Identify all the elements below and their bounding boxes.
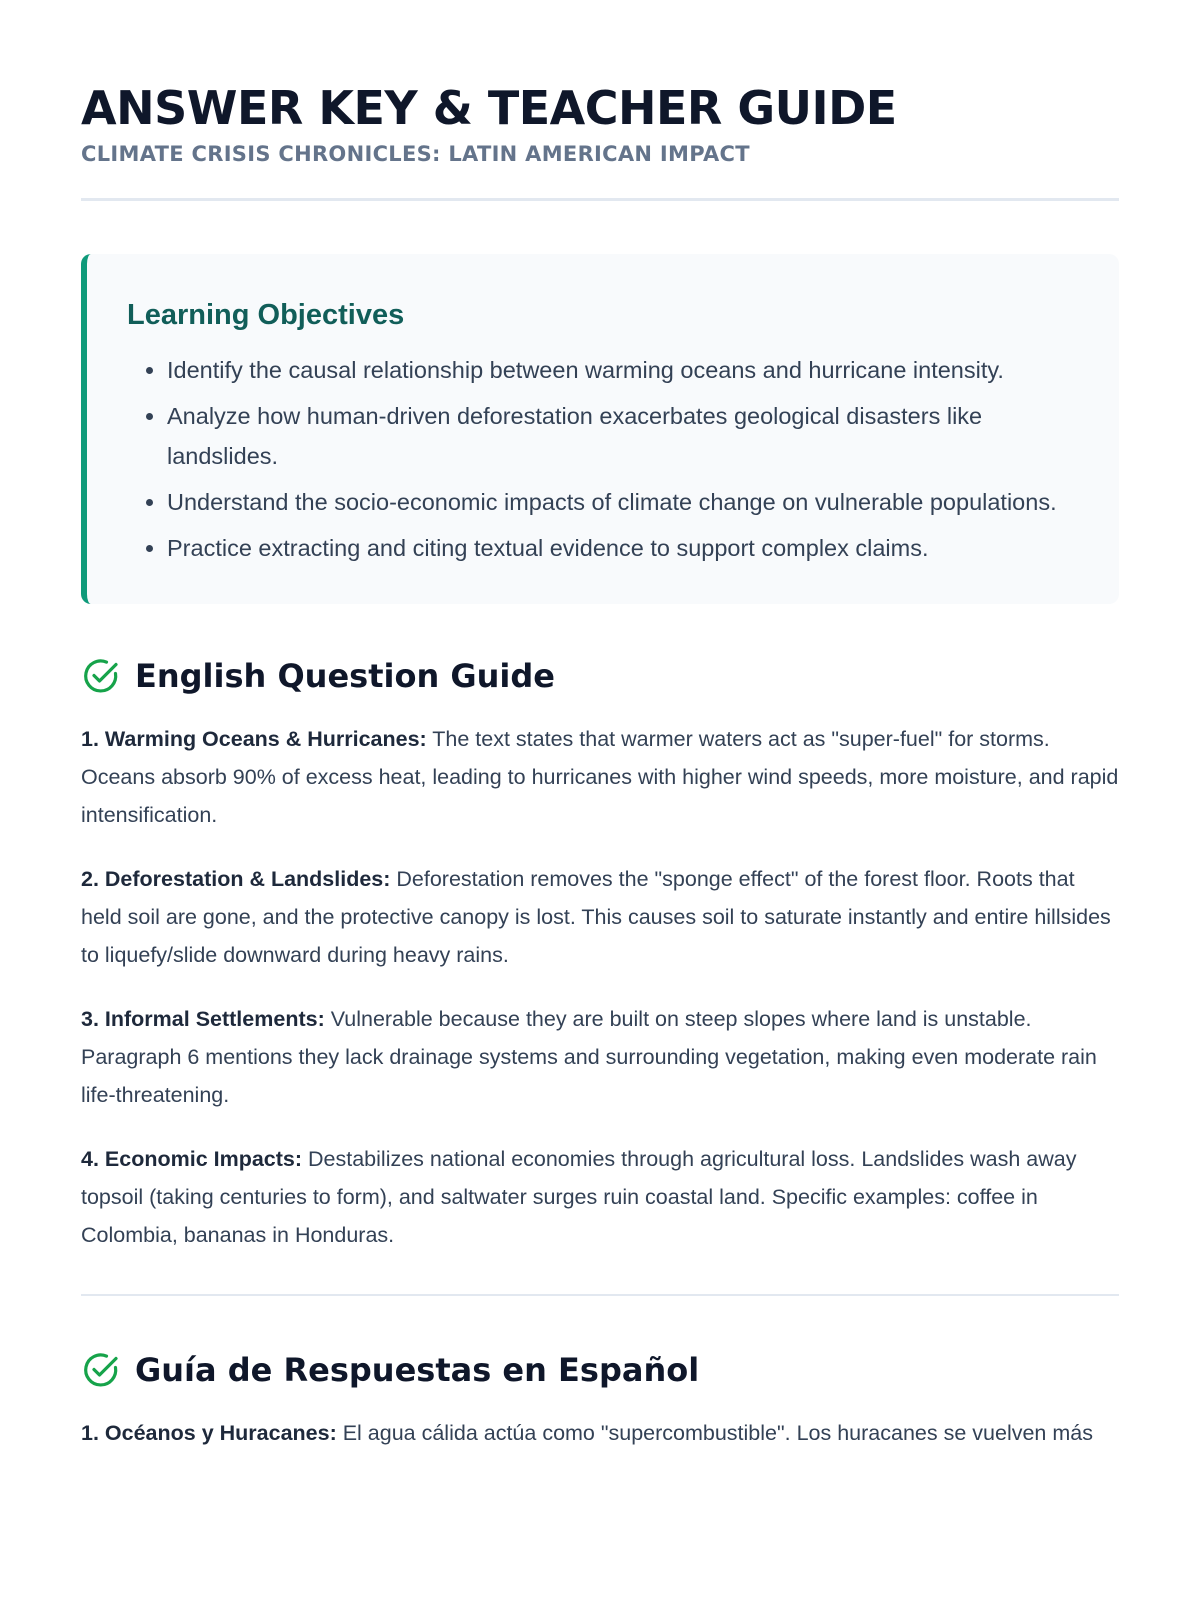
answer-item (81, 720, 1119, 834)
document-header (81, 0, 1119, 201)
spanish-answer-guide (81, 1350, 1119, 1452)
objective-item: • Identify the causal relationship between warming oceans and hurricane intensity. (167, 350, 1079, 390)
objective-item: • Understand the socio-economic impacts of climate change on vulnerable populations. (167, 482, 1079, 522)
objectives-title: Learning Objectives (127, 299, 405, 331)
answer-label: 3. Informal Settlements: (81, 1007, 325, 1031)
answer-label: 1. Océanos y Huracanes: (81, 1421, 337, 1445)
answer-text: The text states that warmer waters act as "super-fuel" for storms. Oceans absorb 90% of excess heat, leading to hurricanes with higher wind speeds, more moisture, and rapid intensification. (81, 727, 1119, 827)
english-guide-heading (81, 656, 1119, 696)
english-guide-title: English Question Guide (135, 657, 555, 695)
answer-text: Destabilizes national economies through agricultural loss. Landslides wash away topsoil (taking centuries to form), and saltwater surges ruin coastal land. Specific examples: coffee in Colombia, bananas in Honduras. (81, 1147, 1077, 1247)
check-circle-icon (81, 1350, 121, 1390)
check-circle-icon (81, 656, 121, 696)
answer-item (81, 860, 1119, 974)
answer-label: 1. Warming Oceans & Hurricanes: (81, 727, 427, 751)
section-divider (81, 1294, 1119, 1296)
objective-item: • Analyze how human-driven deforestation exacerbates geological disasters like landslides. (167, 396, 1079, 476)
header-divider (81, 198, 1119, 201)
answer-text: Vulnerable because they are built on steep slopes where land is unstable. Paragraph 6 mentions they lack drainage systems and surrounding vegetation, making even moderate rain life-threatening. (81, 1007, 1097, 1107)
answer-text: Deforestation removes the "sponge effect" of the forest floor. Roots that held soil are gone, and the protective canopy is lost. This causes soil to saturate instantly and entire hillsides to liquefy/slide downward during heavy rains. (81, 867, 1111, 967)
objective-item: • Practice extracting and citing textual evidence to support complex claims. (167, 528, 1079, 568)
answer-item (81, 1414, 1119, 1452)
answer-item (81, 1140, 1119, 1254)
answer-text: El agua cálida actúa como "supercombustible". Los huracanes se vuelven más (336, 1421, 1093, 1445)
page-title: ANSWER KEY & TEACHER GUIDE (81, 81, 897, 135)
answer-label: 2. Deforestation & Landslides: (81, 867, 391, 891)
spanish-guide-title: Guía de Respuestas en Español (135, 1351, 700, 1389)
spanish-guide-heading (81, 1350, 1119, 1390)
learning-objectives-box (81, 254, 1119, 604)
english-question-guide (81, 656, 1119, 1254)
page-subtitle: CLIMATE CRISIS CHRONICLES: LATIN AMERICAN IMPACT (81, 142, 750, 166)
answer-label: 4. Economic Impacts: (81, 1147, 303, 1171)
objectives-list (127, 350, 1079, 568)
answer-item (81, 1000, 1119, 1114)
